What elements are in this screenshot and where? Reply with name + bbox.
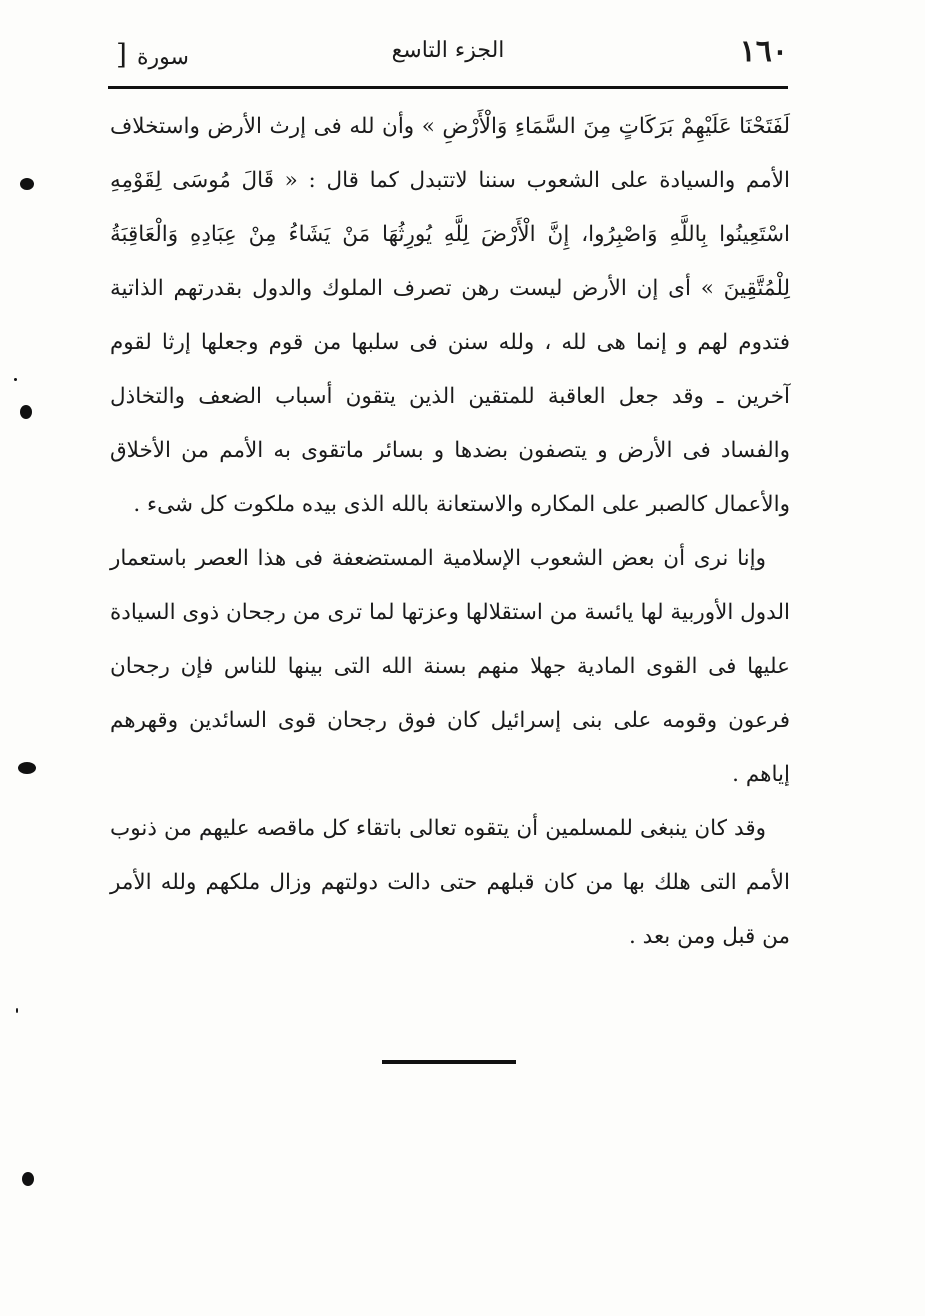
paragraph-2: وإنا نرى أن بعض الشعوب الإسلامية المستضعفة فى هذا العصر باستعمار الدول الأوربية لها يائسة من استقلالها وعزتها لما ترى من رجحان ذوى السيادة عليها فى القوى المادية جهلا منهم بسنة الله التى بينها للناس فإن رجحان فرعون وقومه على بنى إسرائيل كان فوق رجحان قوى السائدين وقهرهم إياهم . (109, 546, 790, 787)
surah-bracket: [ (116, 38, 127, 71)
surah-label (116, 38, 189, 71)
page-number: ١٦٠ (739, 34, 788, 69)
paragraph-3: وقد كان ينبغى للمسلمين أن يتقوه تعالى باتقاء كل ماقصه عليهم من ذنوب الأمم التى هلك بها من كان قبلهم حتى دالت دولتهم وزال ملكهم ولله الأمر من قبل ومن بعد . (110, 816, 790, 949)
surah-label-text: سورة (136, 45, 189, 70)
paragraph-1: لَفَتَحْنَا عَلَيْهِمْ بَرَكَاتٍ مِنَ السَّمَاءِ وَالْأَرْضِ » وأن لله فى إرث الأرض واستخلاف الأمم والسيادة على الشعوب سننا لاتتبدل كما قال : « قَالَ مُوسَى لِقَوْمِهِ اسْتَعِينُوا بِاللَّهِ وَاصْبِرُوا، إِنَّ الْأَرْضَ لِلَّهِ يُورِثُهَا مَنْ يَشَاءُ مِنْ عِبَادِهِ وَالْعَاقِبَةُ لِلْمُتَّقِينَ » أى إن الأرض ليست رهن تصرف الملوك والدول بقدرتهم الذاتية فتدوم لهم و إنما هى لله ، ولله سنن فى سلبها من قوم وجعلها إرثا لقوم آخرين ـ وقد جعل العاقبة للمتقين الذين يتقون أسباب الضعف والتخاذل والفساد فى الأرض و يتصفون بضدها و بسائر ماتقوى به الأمم من الأخلاق والأعمال كالصبر على المكاره والاستعانة بالله الذى بيده ملكوت كل شىء . (110, 114, 790, 517)
header-rule (108, 86, 788, 89)
page-header (108, 30, 788, 82)
scan-speck (20, 178, 34, 190)
body-text (110, 100, 790, 964)
end-rule (382, 1060, 516, 1064)
part-title: الجزء التاسع (391, 38, 505, 63)
scan-speck (20, 405, 32, 419)
scan-speck (18, 762, 36, 774)
scan-speck (16, 1008, 18, 1013)
scan-speck (22, 1172, 34, 1186)
scan-speck (14, 378, 17, 381)
